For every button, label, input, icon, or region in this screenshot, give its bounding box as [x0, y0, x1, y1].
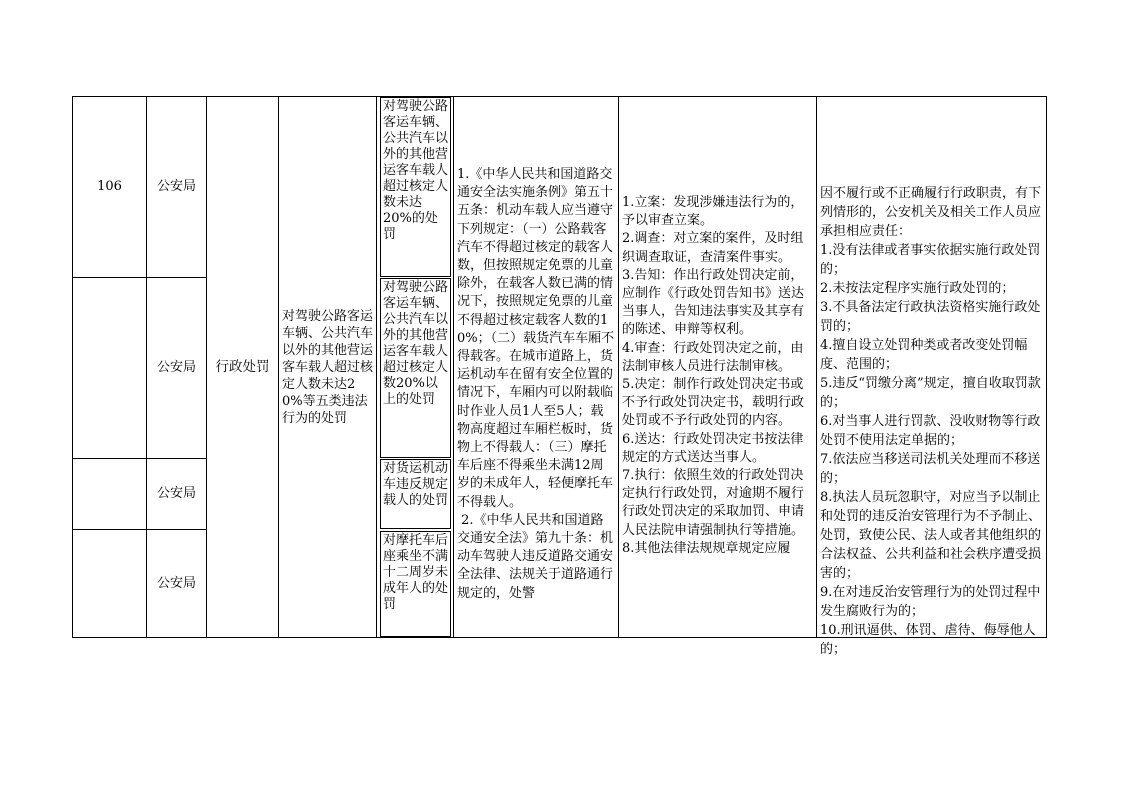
- department-cell: 公安局: [156, 179, 196, 194]
- sub-item-box: 对驾驶公路客运车辆、公共汽车以外的其他营运客车载人超过核定人数20%以上的处罚: [380, 278, 451, 458]
- col-divider: [453, 96, 454, 638]
- sub-item-box: 对货运机动车违反规定载人的处罚: [380, 459, 451, 529]
- table-right-border: [1046, 96, 1047, 638]
- responsibility-cell: 因不履行或不正确履行行政职责，有下列情形的，公安机关及相关工作人员应承担相应责任： 1.没有法律或者事实依据实施行政处罚的； 2.未按法定程序实施行政处罚的； 3.不具备法定行政执法资格实施行政处罚的； 4.擅自设立处罚种类或者改变处罚幅度、范围的； 5.违反“罚缴分离”规定，擅自收取罚款的； 6.对当事人进行罚款、没收财物等行政处罚不使用法定单据的； 7.依法应当移送司法机关处理而不移送的； 8.执法人员玩忽职守，对应当予以制止和处罚的违反治安管理行为不予制止、处罚，致使公民、法人或者其他组织的合法权益、公共利益和社会秩序遭受损害的； 9.在对违反治安管理行为的处罚过程中发生腐败行为的； 10.刑讯逼供、体罚、虐待、侮辱他人的；: [820, 186, 1042, 657]
- legal-basis-cell: 1.《中华人民共和国道路交通安全法实施条例》第五十五条：机动车载人应当遵守下列规定：（一）公路载客汽车不得超过核定的载客人数，但按照规定免票的儿童除外，在载客人数已满的情况下，按照规定免票的儿童不得超过核定载客人数的10%；（二）载货汽车车厢不得载客。在城市道路上，货运机动车在留有安全位置的情况下，车厢内可以附载临时作业人员1人至5人；载物高度超过车厢栏板时，货物上不得载人：（三）摩托车后座不得乘坐未满12周岁的未成年人，轻便摩托车不得载人。 2.《中华人民共和国道路交通安全法》第九十条：机动车驾驶人违反道路交通安全法律、法规关于道路通行规定的，处警: [457, 167, 615, 601]
- col-divider: [816, 96, 817, 638]
- item-name-cell: [280, 97, 375, 637]
- department-cell: 公安局: [156, 360, 196, 375]
- col-divider: [278, 96, 279, 638]
- category-cell: 行政处罚: [215, 359, 270, 375]
- col-divider: [618, 96, 619, 638]
- department-cell: 公安局: [156, 575, 196, 591]
- sub-item-box: 对摩托车后座乘坐不满十二周岁未成年人的处罚: [380, 531, 451, 637]
- col-divider: [376, 96, 377, 638]
- process-cell: 1.立案：发现涉嫌违法行为的，予以审查立案。 2.调查：对立案的案件，及时组织调查取证，查清案件事实。 3.告知：作出行政处罚决定前，应制作《行政处罚告知书》送达当事人，告知违法事实及其享有的陈述、申辩等权利。 4.审查：行政处罚决定之前，由法制审核人员进行法制审核。 5.决定：制作行政处罚决定书或不予行政处罚决定书，载明行政处罚或不予行政处罚的内容。 6.送达：行政处罚决定书按法律规定的方式送达当事人。 7.执行：依照生效的行政处罚决定执行行政处罚，对逾期不履行行政处罚决定的采取加罚、申请人民法院申请强制执行等措施。 8.其他法律法规规章规定应履: [622, 195, 805, 556]
- row-number: 106: [97, 179, 122, 194]
- department-cell: 公安局: [156, 486, 196, 501]
- item-name-text: 对驾驶公路客运车辆、公共汽车以外的其他营运客车载人超过核定人数未达20%等五类违法行为的处罚: [282, 308, 374, 426]
- sub-item-box: 对驾驶公路客运车辆、公共汽车以外的其他营运客车载人超过核定人数未达20%的处罚: [380, 97, 451, 277]
